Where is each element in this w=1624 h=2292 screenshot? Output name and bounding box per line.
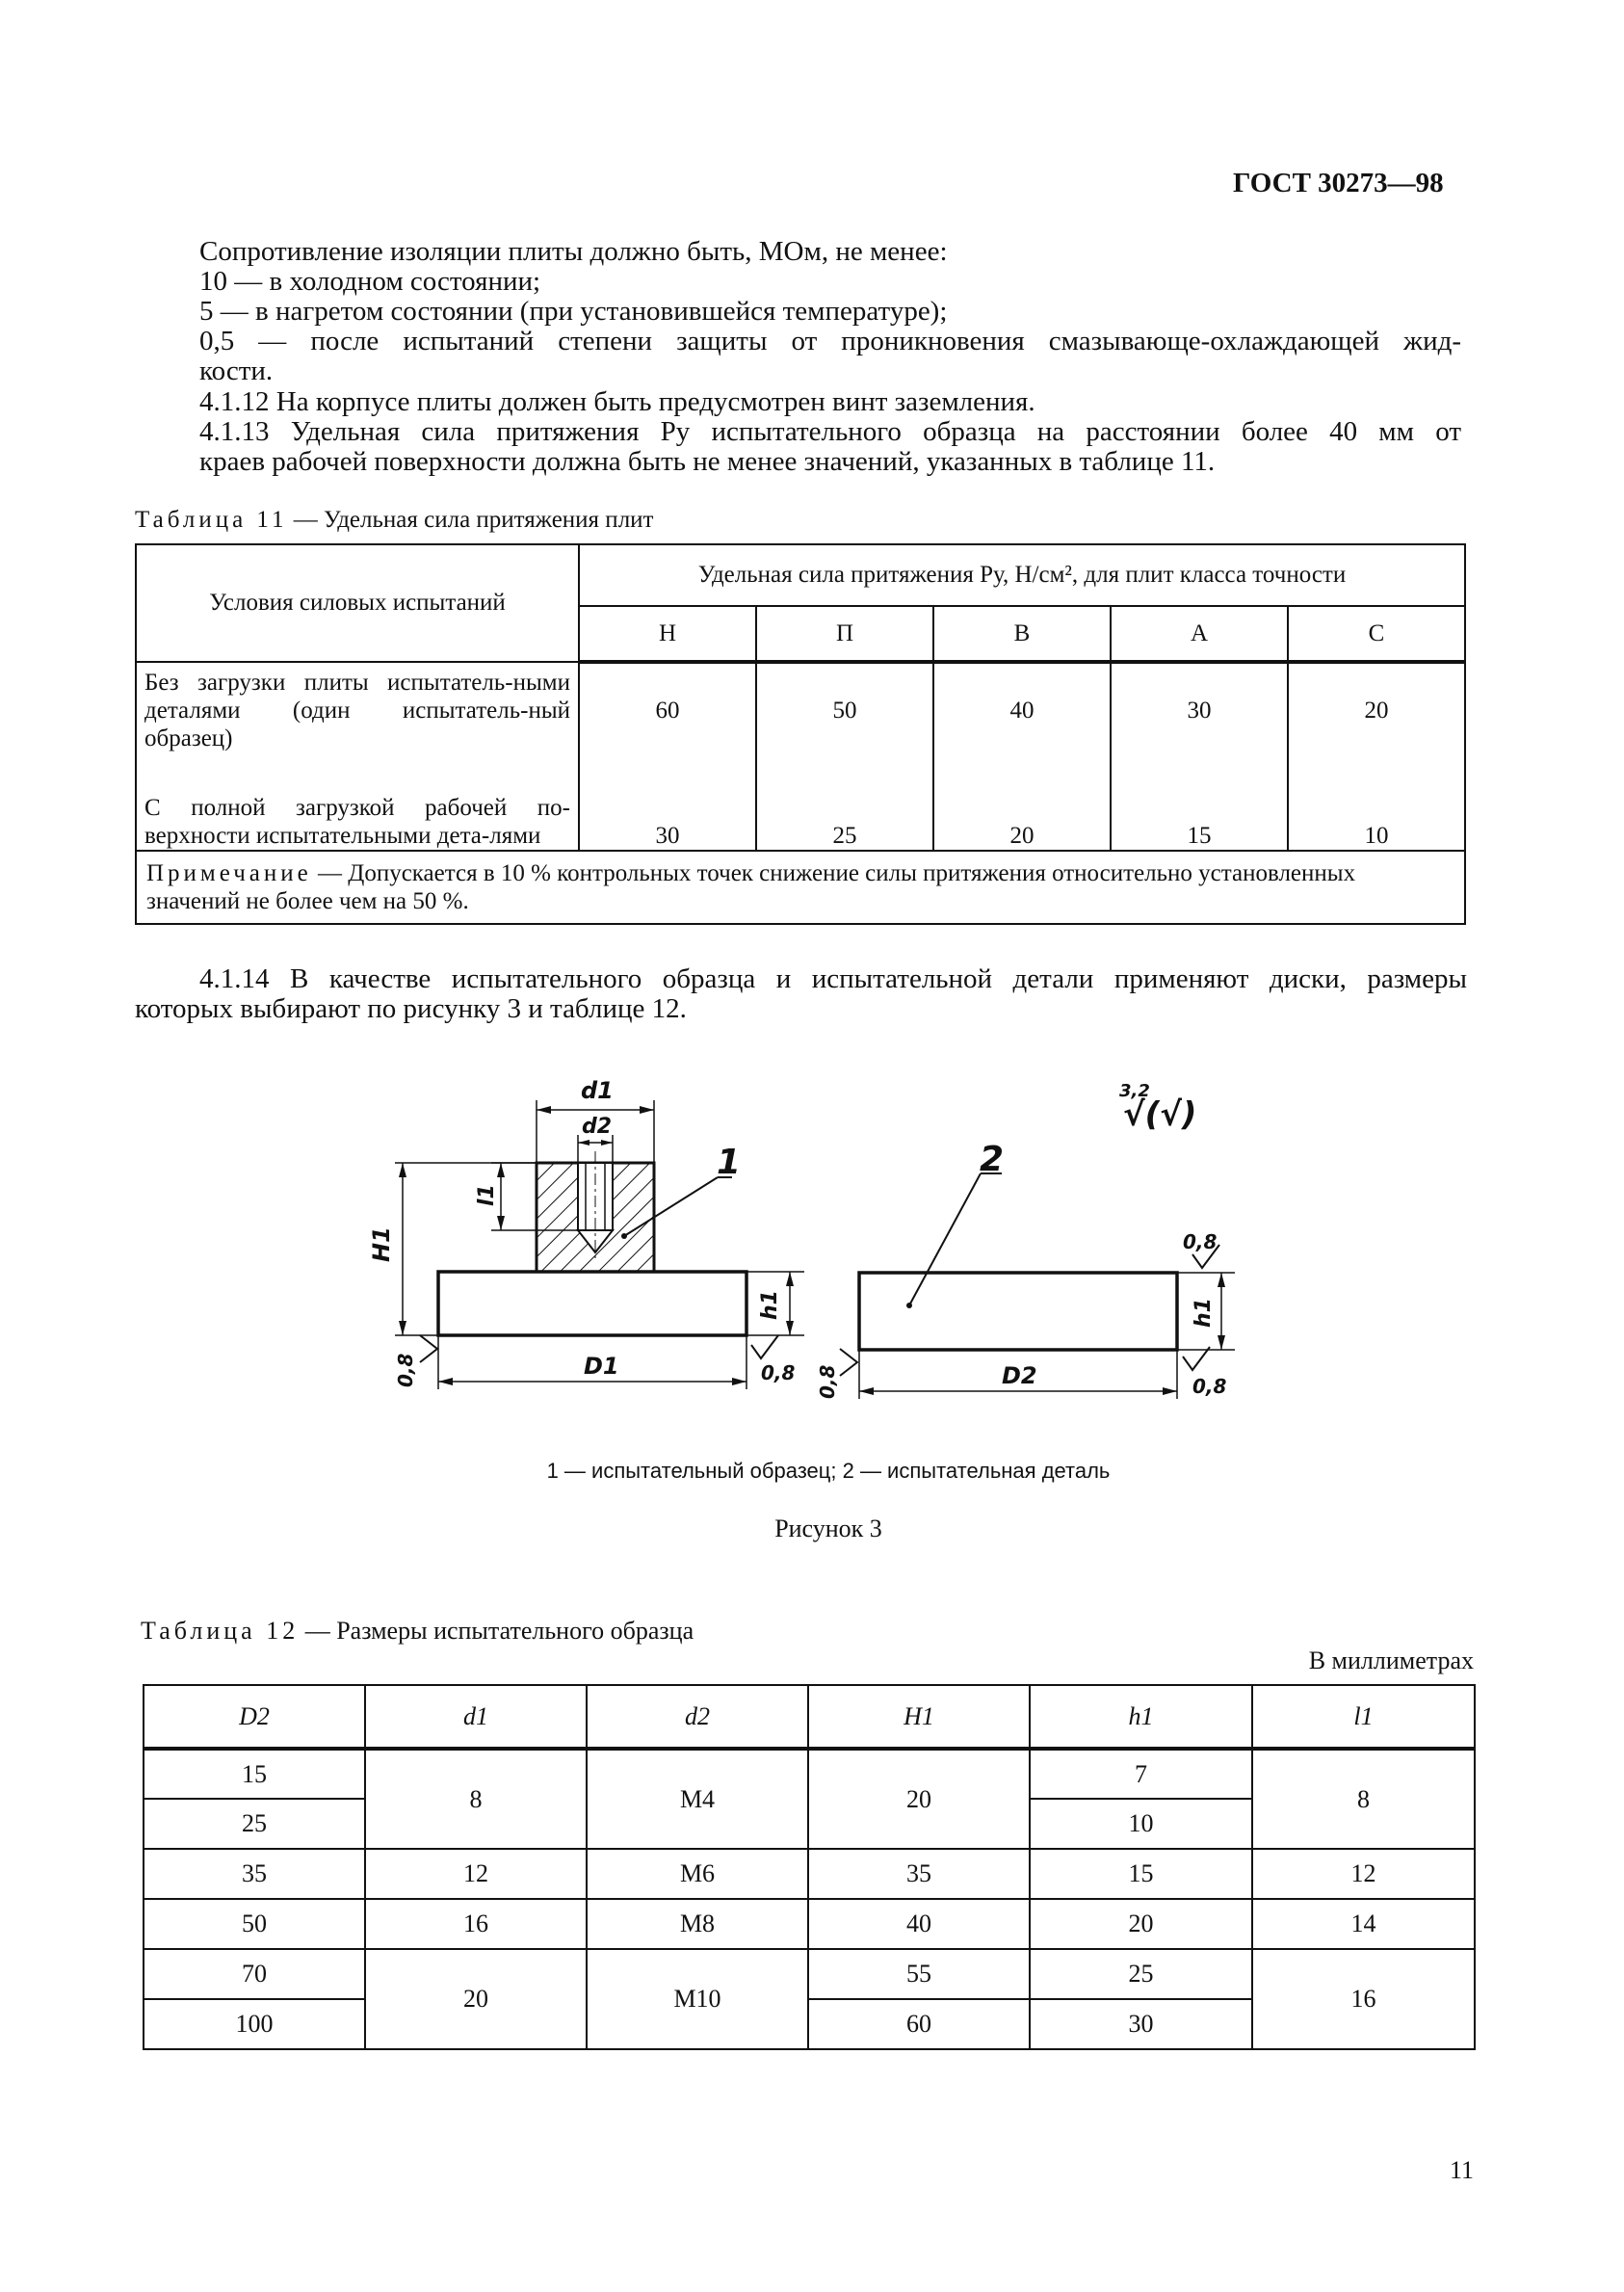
label-D1: D1	[584, 1353, 619, 1380]
paragraph-cold: 10 — в холодном состоянии;	[199, 266, 541, 297]
table11-cell: 20	[933, 758, 1111, 851]
table11-header-force: Удельная сила притяжения Pу, Н/см², для плит класса точности	[579, 544, 1465, 606]
paragraph-protection-1: 0,5 — после испытаний степени защиты от проникновения смазывающе-охлаждающей жид-	[199, 326, 1461, 356]
table12-units: В миллиметрах	[1308, 1647, 1474, 1674]
test-part-drawing	[859, 1273, 1177, 1350]
table12-cell: 15	[1030, 1849, 1252, 1899]
table12-cell: 60	[808, 1999, 1030, 2049]
table12-cell: 16	[1252, 1949, 1475, 2049]
table11-cell: 10	[1288, 758, 1465, 851]
table12-cell: 20	[1030, 1899, 1252, 1949]
label-roughness-5: 0,8	[1183, 1230, 1218, 1253]
table12-cell: 35	[808, 1849, 1030, 1899]
table12-cell: 40	[808, 1899, 1030, 1949]
table12-cell: M10	[587, 1949, 808, 2049]
table11-caption-word: Таблица 11	[135, 507, 288, 533]
table11-header-conditions: Условия силовых испытаний	[136, 544, 579, 662]
table12-header: D2	[144, 1685, 365, 1749]
paragraph-protection-2: кости.	[199, 356, 274, 386]
label-callout-2: 2	[980, 1140, 1005, 1179]
table12-cell: M4	[587, 1749, 808, 1849]
figure-3-drawing	[366, 1060, 1291, 1426]
table12-cell: 16	[365, 1899, 587, 1949]
table11-caption	[135, 507, 653, 534]
table12-cell: 14	[1252, 1899, 1475, 1949]
label-roughness-2: 0,8	[761, 1361, 796, 1384]
table12-cell: 25	[1030, 1949, 1252, 1999]
table12-cell: 8	[365, 1749, 587, 1849]
table11-note-text: — Допускается в 10 % контрольных точек снижение силы притяжения относительно установленных значений не более чем на 50 %.	[146, 860, 1356, 914]
table12-header: h1	[1030, 1685, 1252, 1749]
figure-3-legend: 1 — испытательный образец; 2 — испытательная деталь	[546, 1459, 1111, 1483]
table12-cell: 35	[144, 1849, 365, 1899]
table11-row-label: Без загрузки плиты испытатель-ными деталями (один испытатель-ный образец)	[136, 662, 579, 758]
table12-cell: 70	[144, 1949, 365, 1999]
page-number: 11	[1449, 2156, 1474, 2184]
table11-class: С	[1288, 606, 1465, 662]
table12-header: d1	[365, 1685, 587, 1749]
table11-note-word: Примечание	[146, 860, 312, 886]
table12-cell: 15	[144, 1749, 365, 1799]
paragraph-4-1-13-1: 4.1.13 Удельная сила притяжения Pу испытательного образца на расстоянии более 40 мм от	[199, 416, 1461, 447]
paragraph-hot: 5 — в нагретом состоянии (при установившейся температуре);	[199, 296, 948, 327]
label-callout-1: 1	[717, 1143, 742, 1182]
table11-cell: 25	[756, 758, 933, 851]
table12-cell: 12	[365, 1849, 587, 1899]
paragraph-4-1-14-2: которых выбирают по рисунку 3 и таблице 12.	[135, 993, 687, 1024]
label-h1-left: h1	[758, 1290, 782, 1320]
table11-note	[136, 851, 1465, 924]
roughness-mark-left-right	[751, 1335, 778, 1358]
table11-cell: 30	[1111, 662, 1288, 758]
label-h1-right: h1	[1192, 1298, 1216, 1328]
label-l1: l1	[475, 1184, 499, 1206]
table11-cell: 20	[1288, 662, 1465, 758]
table11-cell: 40	[933, 662, 1111, 758]
table11-class: П	[756, 606, 933, 662]
table12-header: d2	[587, 1685, 808, 1749]
table-12	[143, 1684, 1476, 2050]
table12-cell: 12	[1252, 1849, 1475, 1899]
table11-class: Н	[579, 606, 756, 662]
roughness-mark-left-base	[420, 1335, 437, 1362]
table12-header: l1	[1252, 1685, 1475, 1749]
table12-cell: 10	[1030, 1799, 1252, 1849]
table11-cell: 50	[756, 662, 933, 758]
table12-caption	[141, 1617, 694, 1646]
label-roughness-1: 0,8	[394, 1353, 417, 1387]
label-roughness-3: 0,8	[816, 1364, 839, 1399]
paragraph-insulation: Сопротивление изоляции плиты должно быть, МОм, не менее:	[199, 236, 948, 267]
table12-cell: 8	[1252, 1749, 1475, 1849]
table11-class: В	[933, 606, 1111, 662]
label-roughness-4: 0,8	[1192, 1375, 1227, 1398]
table11-cell: 60	[579, 662, 756, 758]
label-roughness-general: 3,2	[1119, 1081, 1150, 1101]
table11-cell: 15	[1111, 758, 1288, 851]
label-d2: d2	[582, 1115, 613, 1139]
table12-cell: M6	[587, 1849, 808, 1899]
test-sample-drawing	[537, 1151, 654, 1272]
paragraph-4-1-13-2: краев рабочей поверхности должна быть не менее значений, указанных в таблице 11.	[199, 446, 1216, 477]
table12-caption-text: — Размеры испытательного образца	[299, 1617, 694, 1645]
table12-cell: M8	[587, 1899, 808, 1949]
table-11	[135, 543, 1466, 925]
table11-row-label: С полной загрузкой рабочей по-верхности испытательными дета-лями	[136, 758, 579, 851]
table12-cell: 7	[1030, 1749, 1252, 1799]
paragraph-4-1-14-1: 4.1.14 В качестве испытательного образца и испытательной детали применяют диски, размеры	[199, 963, 1467, 994]
table11-class: А	[1111, 606, 1288, 662]
table12-caption-word: Таблица 12	[141, 1617, 300, 1645]
paragraph-4-1-12: 4.1.12 На корпусе плиты должен быть предусмотрен винт заземления.	[199, 386, 1035, 417]
table11-caption-text: — Удельная сила притяжения плит	[287, 507, 654, 533]
table12-cell: 55	[808, 1949, 1030, 1999]
table12-cell: 25	[144, 1799, 365, 1849]
label-H1: H1	[368, 1226, 395, 1262]
table12-cell: 100	[144, 1999, 365, 2049]
table12-cell: 50	[144, 1899, 365, 1949]
table12-cell: 20	[365, 1949, 587, 2049]
test-sample-base	[438, 1272, 747, 1335]
table12-header: H1	[808, 1685, 1030, 1749]
table11-cell: 30	[579, 758, 756, 851]
roughness-mark-right-base	[840, 1349, 857, 1376]
document-number: ГОСТ 30273—98	[1233, 168, 1444, 198]
figure-3-title: Рисунок 3	[774, 1515, 882, 1542]
label-D2: D2	[1002, 1362, 1037, 1389]
table12-cell: 30	[1030, 1999, 1252, 2049]
label-d1: d1	[581, 1077, 614, 1104]
table12-cell: 20	[808, 1749, 1030, 1849]
roughness-symbol-icon: √(√)	[1123, 1095, 1197, 1134]
